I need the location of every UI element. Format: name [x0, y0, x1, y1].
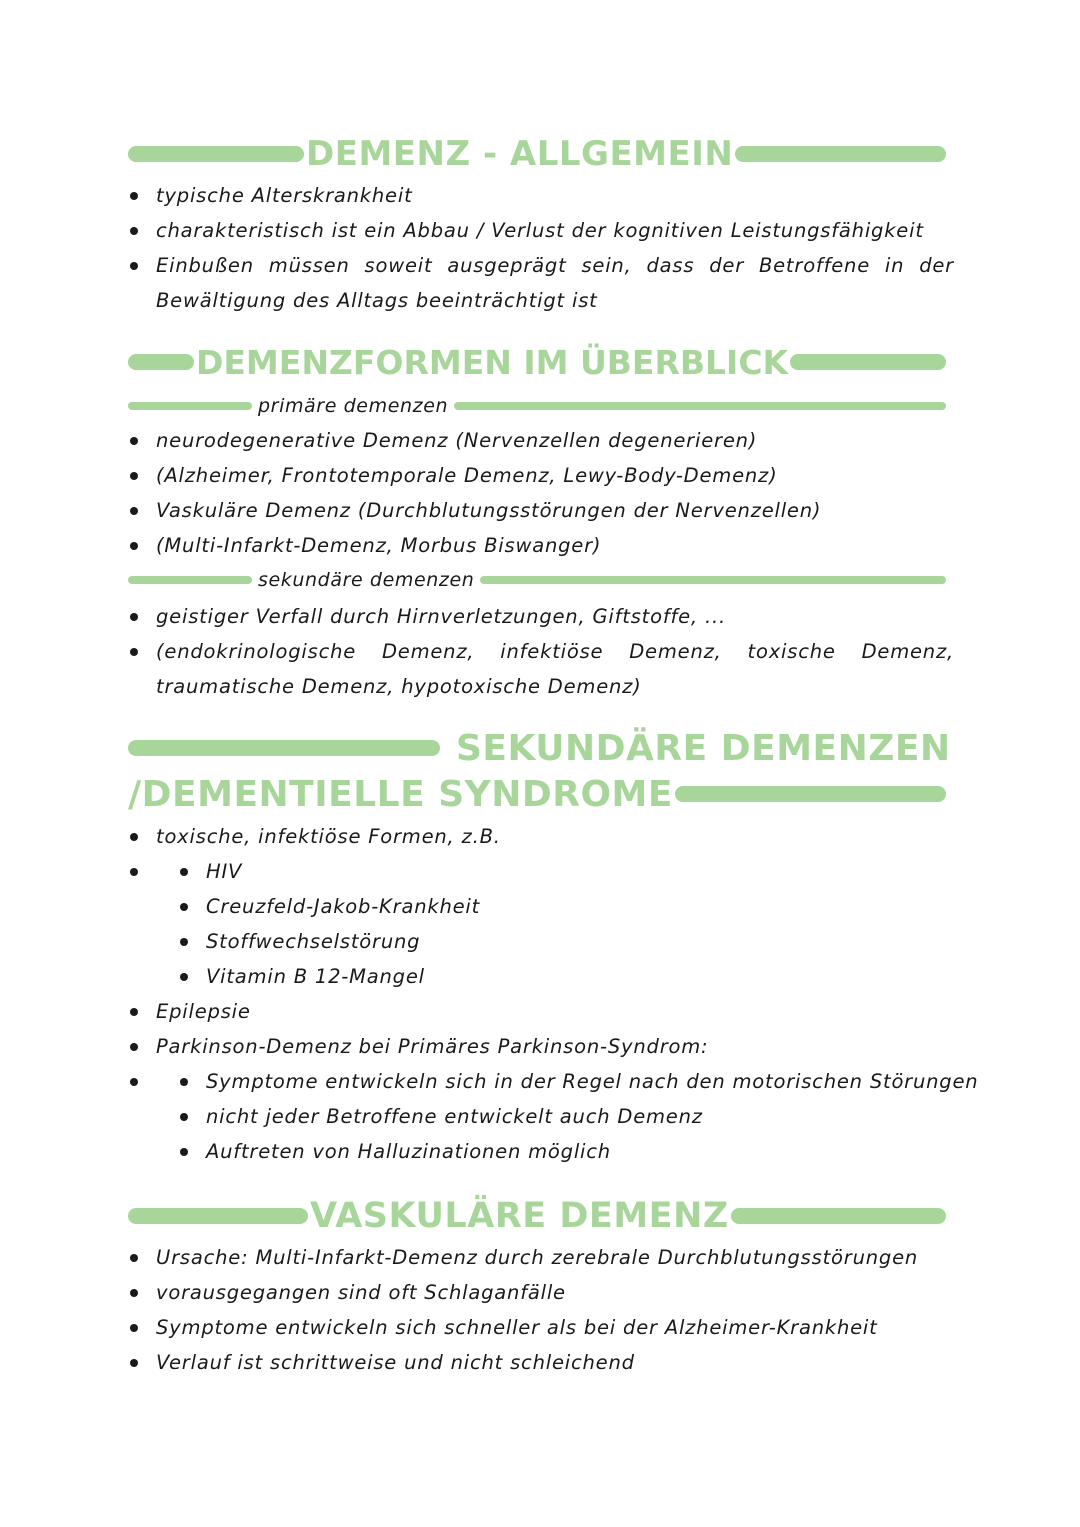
list-item: (Alzheimer, Frontotemporale Demenz, Lewy-Body-Demenz) [128, 458, 954, 493]
heading-demenzformen [128, 340, 946, 384]
list-item: neurodegenerative Demenz (Nervenzellen degenerieren) [128, 423, 954, 458]
list-item: Verlauf ist schrittweise und nicht schleichend [128, 1345, 954, 1380]
heading-text: DEMENZFORMEN IM ÜBERBLICK [196, 342, 789, 382]
list-item [128, 1029, 954, 1064]
heading-bar-right [735, 146, 946, 162]
list-item: Epilepsie [128, 994, 954, 1029]
list-vaskulaere [128, 1240, 954, 1380]
heading-text: /DEMENTIELLE SYNDROME [128, 773, 673, 815]
subheading-bar-right [480, 576, 946, 584]
list-item-text: toxische, infektiöse Formen, z.B. [156, 825, 501, 848]
list-item-group [128, 1064, 979, 1169]
list-item: typische Alterskrankheit [128, 178, 954, 213]
heading-text: VASKULÄRE DEMENZ [310, 1196, 729, 1236]
heading-bar-right [731, 1208, 946, 1224]
list-primaere [128, 423, 954, 563]
heading-bar-right [790, 354, 946, 370]
heading-text: DEMENZ - ALLGEMEIN [306, 134, 734, 174]
subheading-bar-left [128, 402, 252, 410]
heading-text: SEKUNDÄRE DEMENZEN [456, 727, 951, 769]
list-item: charakteristisch ist ein Abbau / Verlust der kognitiven Leistungsfähigkeit [128, 213, 954, 248]
nested-list-parkinson [128, 1064, 979, 1169]
subheading-bar-left [128, 576, 252, 584]
list-item: (Multi-Infarkt-Demenz, Morbus Biswanger) [128, 528, 954, 563]
list-allgemein [128, 178, 954, 318]
heading-bar-left [128, 740, 440, 756]
heading-sekundaere-line1 [128, 726, 951, 770]
subheading-text: sekundäre demenzen [258, 569, 475, 591]
nested-list-item: HIV [178, 854, 954, 889]
nested-list-toxisch [128, 854, 954, 994]
nested-list-item: Stoffwechselstörung [178, 924, 954, 959]
heading-vaskulaere [128, 1194, 946, 1238]
subheading-text: primäre demenzen [258, 395, 449, 417]
list-item-group [128, 854, 954, 994]
list-sekundaere [128, 599, 954, 704]
subheading-sekundaere [128, 566, 946, 594]
list-item [128, 819, 954, 854]
nested-list-item: Creuzfeld-Jakob-Krankheit [178, 889, 954, 924]
list-item: (endokrinologische Demenz, infektiöse Demenz, toxische Demenz, traumatische Demenz, hypotoxische Demenz) [128, 634, 954, 704]
list-sekundaere-demenzen [128, 819, 979, 1169]
subheading-primaere [128, 392, 946, 420]
list-item: Vaskuläre Demenz (Durchblutungsstörungen der Nervenzellen) [128, 493, 954, 528]
heading-bar-right [675, 786, 946, 802]
heading-demenz-allgemein [128, 134, 946, 174]
nested-list-item: nicht jeder Betroffene entwickelt auch Demenz [178, 1099, 954, 1134]
nested-list-item: Auftreten von Halluzinationen möglich [178, 1134, 954, 1169]
heading-bar-left [128, 1208, 308, 1224]
heading-sekundaere-line2 [128, 772, 946, 816]
nested-list-item: Vitamin B 12-Mangel [178, 959, 954, 994]
list-item: Einbußen müssen soweit ausgeprägt sein, dass der Betroffene in der Bewältigung des Alltags beeinträchtigt ist [128, 248, 954, 318]
list-item: Symptome entwickeln sich schneller als bei der Alzheimer-Krankheit [128, 1310, 954, 1345]
list-item: Ursache: Multi-Infarkt-Demenz durch zerebrale Durchblutungsstörungen [128, 1240, 954, 1275]
heading-bar-left [128, 146, 304, 162]
nested-list-item: Symptome entwickeln sich in der Regel nach den motorischen Störungen [178, 1064, 954, 1099]
list-item-text: Parkinson-Demenz bei Primäres Parkinson-Syndrom: [156, 1035, 709, 1058]
subheading-bar-right [454, 402, 946, 410]
list-item: vorausgegangen sind oft Schlaganfälle [128, 1275, 954, 1310]
heading-bar-left [128, 354, 194, 370]
list-item: geistiger Verfall durch Hirnverletzungen, Giftstoffe, ... [128, 599, 954, 634]
